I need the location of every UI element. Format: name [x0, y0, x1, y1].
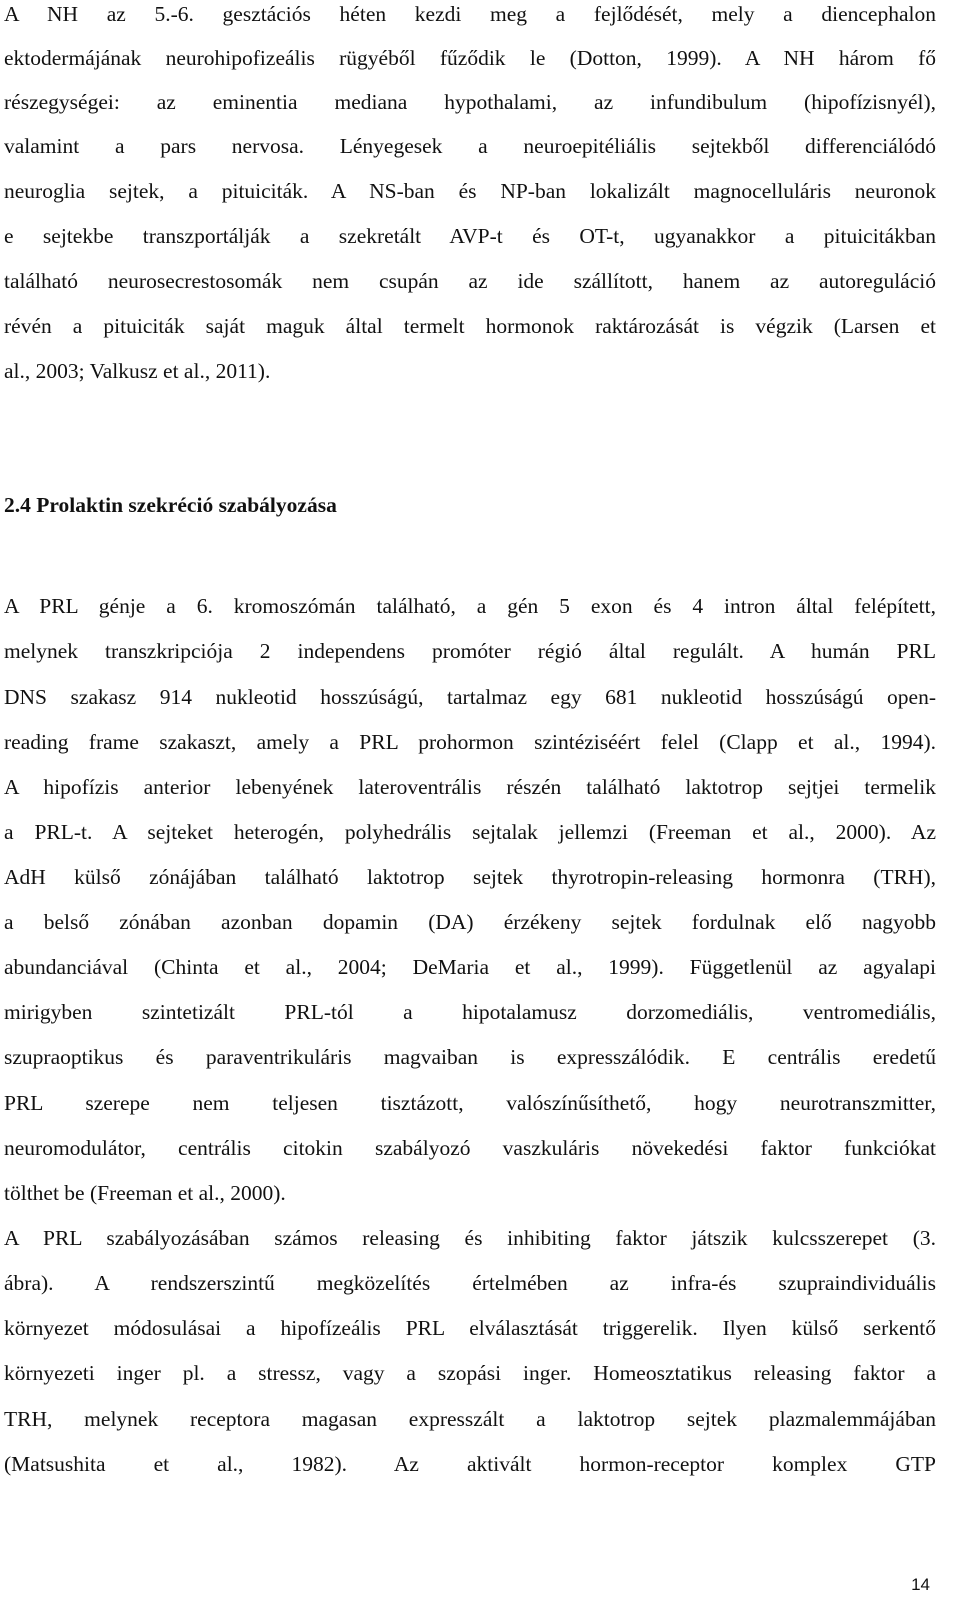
paragraph-2-line-10: mirigyben szintetizált PRL-tól a hipotalamusz dorzomediális, ventromediális, [4, 1000, 936, 1024]
paragraph-2-line-2: melynek transzkripciója 2 independens promóter régió által regulált. A humán PRL [4, 639, 936, 663]
paragraph-2-line-3: DNS szakasz 914 nukleotid hosszúságú, tartalmaz egy 681 nukleotid hosszúságú open- [4, 685, 936, 709]
paragraph-2-line-9: abundanciával (Chinta et al., 2004; DeMaria et al., 1999). Függetlenül az agyalapi [4, 955, 936, 979]
paragraph-2-line-8: a belső zónában azonban dopamin (DA) érzékeny sejtek fordulnak elő nagyobb [4, 910, 936, 934]
paragraph-3-line-5: TRH, melynek receptora magasan expresszált a laktotrop sejtek plazmalemmájában [4, 1407, 936, 1431]
paragraph-3-line-6: (Matsushita et al., 1982). Az aktivált hormon-receptor komplex GTP [4, 1452, 936, 1476]
paragraph-2-line-1: A PRL génje a 6. kromoszómán található, a gén 5 exon és 4 intron által felépített, [4, 594, 936, 618]
paragraph-1-line-2: ektodermájának neurohipofizeális rügyéből fűződik le (Dotton, 1999). A NH három fő [4, 46, 936, 70]
paragraph-3-line-3: környezet módosulásai a hipofízeális PRL elválasztását triggerelik. Ilyen külső serkentő [4, 1316, 936, 1340]
page-number: 14 [911, 1575, 930, 1594]
paragraph-2-line-11: szupraoptikus és paraventrikuláris magvaiban is expresszálódik. E centrális eredetű [4, 1045, 936, 1069]
paragraph-2-line-14: tölthet be (Freeman et al., 2000). [4, 1181, 286, 1205]
paragraph-3-line-1: A PRL szabályozásában számos releasing és inhibiting faktor játszik kulcsszerepet (3. [4, 1226, 936, 1250]
paragraph-1-line-7: található neurosecrestosomák nem csupán az ide szállított, hanem az autoreguláció [4, 269, 936, 293]
paragraph-1-line-1: A NH az 5.-6. gesztációs héten kezdi meg a fejlődését, mely a diencephalon [4, 2, 936, 26]
paragraph-2-line-12: PRL szerepe nem teljesen tisztázott, valószínűsíthető, hogy neurotranszmitter, [4, 1091, 936, 1115]
paragraph-3-line-2: ábra). A rendszerszintű megközelítés értelmében az infra-és szupraindividuális [4, 1271, 936, 1295]
paragraph-3-line-4: környezeti inger pl. a stressz, vagy a szopási inger. Homeosztatikus releasing faktor a [4, 1361, 936, 1385]
paragraph-2-line-6: a PRL-t. A sejteket heterogén, polyhedrális sejtalak jellemzi (Freeman et al., 2000). Az [4, 820, 936, 844]
paragraph-1-line-8: révén a pituiciták saját maguk által termelt hormonok raktározását is végzik (Larsen et [4, 314, 936, 338]
section-heading: 2.4 Prolaktin szekréció szabályozása [4, 493, 337, 517]
paragraph-2-line-4: reading frame szakaszt, amely a PRL prohormon szintéziséért felel (Clapp et al., 1994). [4, 730, 936, 754]
paragraph-1-line-5: neuroglia sejtek, a pituiciták. A NS-ban és NP-ban lokalizált magnocelluláris neuronok [4, 179, 936, 203]
paragraph-1-line-9: al., 2003; Valkusz et al., 2011). [4, 359, 271, 383]
paragraph-2-line-7: AdH külső zónájában található laktotrop sejtek thyrotropin-releasing hormonra (TRH), [4, 865, 936, 889]
paragraph-1-line-4: valamint a pars nervosa. Lényegesek a neuroepitéliális sejtekből differenciálódó [4, 134, 936, 158]
paragraph-1-line-3: részegységei: az eminentia mediana hypothalami, az infundibulum (hipofízisnyél), [4, 90, 936, 114]
paragraph-2-line-13: neuromodulátor, centrális citokin szabályozó vaszkuláris növekedési faktor funkciókat [4, 1136, 936, 1160]
paragraph-1-line-6: e sejtekbe transzportálják a szekretált AVP-t és OT-t, ugyanakkor a pituicitákban [4, 224, 936, 248]
paragraph-2-line-5: A hipofízis anterior lebenyének lateroventrális részén található laktotrop sejtjei termelik [4, 775, 936, 799]
